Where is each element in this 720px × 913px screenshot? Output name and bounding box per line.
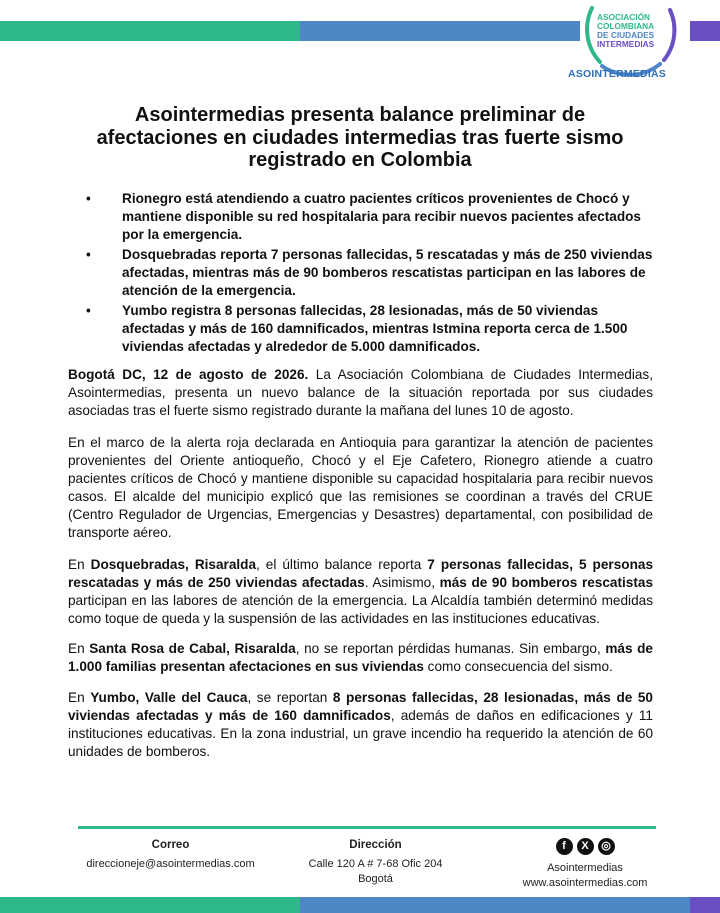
- dateline: Bogotá DC, 12 de agosto de 2026.: [68, 367, 309, 382]
- rionegro-paragraph: En el marco de la alerta roja declarada en Antioquia para garantizar la atención de pacientes provenientes del Oriente antioqueño, Chocó y el Eje Cafetero, Rionegro atiende a cuatro pacientes críticos de Chocó y mantiene disponible su capacidad hospitalaria para recibir nuevos casos. El alcalde del municipio explicó que las remisiones se coordinan a través del CRUE (Centro Regulador de Urgencias, Emergencias y Desastres) departamental, con posibilidad de transporte aéreo.: [68, 435, 653, 540]
- yumbo-paragraph: [68, 689, 653, 761]
- emphasis: más de 90 bomberos rescatistas: [439, 575, 654, 590]
- text-run: participan en las labores de atención de la emergencia. La Alcaldía también determinó medidas como toque de queda y la suspensión de las actividades en las instituciones educativas.: [68, 593, 653, 626]
- bottom-bar-purple: [690, 897, 720, 913]
- correo-link[interactable]: direccioneje@asointermedias.com: [86, 858, 255, 870]
- address-city: Bogotá: [358, 873, 393, 885]
- emphasis: 8 personas fallecidas, 28 lesionadas, más de 50 viviendas afectadas y más de 160 damnificados: [68, 690, 653, 723]
- footer-social: [505, 838, 665, 891]
- website-link[interactable]: www.asointermedias.com: [522, 877, 648, 889]
- santa-rosa-paragraph: [68, 640, 653, 676]
- city-name: Santa Rosa de Cabal, Risaralda: [89, 641, 296, 656]
- bottom-bar-green: [0, 897, 300, 913]
- social-links: [505, 838, 665, 855]
- footer-address: [298, 838, 453, 887]
- press-release-title: Asointermedias presenta balance preliminar de afectaciones en ciudades intermedias tras fuerte sismo registrado en Colombia: [96, 104, 624, 171]
- x-icon[interactable]: X: [577, 838, 594, 855]
- facebook-icon[interactable]: f: [556, 838, 573, 855]
- instagram-icon[interactable]: ◎: [598, 838, 615, 855]
- dosquebradas-paragraph: [68, 556, 653, 628]
- city-name: Dosquebradas, Risaralda: [90, 557, 257, 572]
- text-run: . Asimismo,: [364, 575, 440, 590]
- org-name: Asointermedias: [547, 862, 623, 874]
- highlight-item: • Yumbo registra 8 personas fallecidas, 28 lesionadas, más de 50 viviendas afectadas y más de 160 damnificados, mientras Istmina reporta cerca de 1.500 viviendas afectadas y alrededor de 5.000 damnificados.: [68, 302, 653, 356]
- highlights-list: [68, 190, 653, 358]
- text-run: , se reportan: [247, 690, 333, 705]
- text-run: En: [68, 690, 91, 705]
- city-name: Yumbo, Valle del Cauca: [90, 690, 248, 705]
- logo-line-4: INTERMEDIAS: [597, 39, 655, 49]
- highlight-item: • Dosquebradas reporta 7 personas fallecidas, 5 rescatadas y más de 250 viviendas afectadas, mientras más de 90 bomberos rescatistas participan en las labores de atención de la emergencia.: [68, 246, 653, 300]
- direccion-label: Dirección: [349, 839, 402, 851]
- top-bar-purple: [690, 21, 720, 41]
- top-bar-green: [0, 21, 300, 41]
- text-run: , además de daños en edificaciones y 11 instituciones educativas. En la zona industrial, un grave incendio ha requerido la atención de 60 unidades de bomberos.: [68, 708, 653, 759]
- emphasis: más de 1.000 familias presentan afectaciones en sus viviendas: [68, 641, 653, 674]
- logo-line-2: COLOMBIANA: [597, 21, 655, 31]
- footer-divider: [78, 826, 656, 829]
- bottom-color-bar: [0, 897, 720, 913]
- correo-label: Correo: [151, 839, 190, 851]
- text-run: como consecuencia del sismo.: [423, 659, 613, 674]
- logo-line-1: ASOCIACIÓN: [597, 12, 651, 22]
- intro-text: La Asociación Colombiana de Ciudades Intermedias, Asointermedias, presenta un nuevo balance de la situación reportada por sus ciudades asociadas tras el fuerte sismo registrado durante la mañana del lunes 10 de agosto.: [68, 367, 654, 418]
- highlight-item: • Rionegro está atendiendo a cuatro pacientes críticos provenientes de Chocó y mantiene disponible su red hospitalaria para recibir nuevos pacientes afectados por la emergencia.: [68, 190, 653, 244]
- logo-line-3: DE CIUDADES: [597, 30, 655, 40]
- address-line: Calle 120 A # 7-68 Ofic 204: [308, 858, 443, 870]
- footer-contact: [78, 838, 263, 872]
- intro-paragraph: [68, 366, 653, 420]
- logo-wordmark: ASOINTERMEDIAS: [568, 68, 666, 80]
- bottom-bar-blue: [300, 897, 690, 913]
- text-run: En: [68, 641, 90, 656]
- emphasis: 7 personas fallecidas, 5 personas rescatadas y más de 250 viviendas afectadas: [68, 557, 653, 590]
- text-run: , el último balance reporta: [256, 557, 428, 572]
- text-run: , no se reportan pérdidas humanas. Sin embargo,: [295, 641, 606, 656]
- text-run: En: [68, 557, 91, 572]
